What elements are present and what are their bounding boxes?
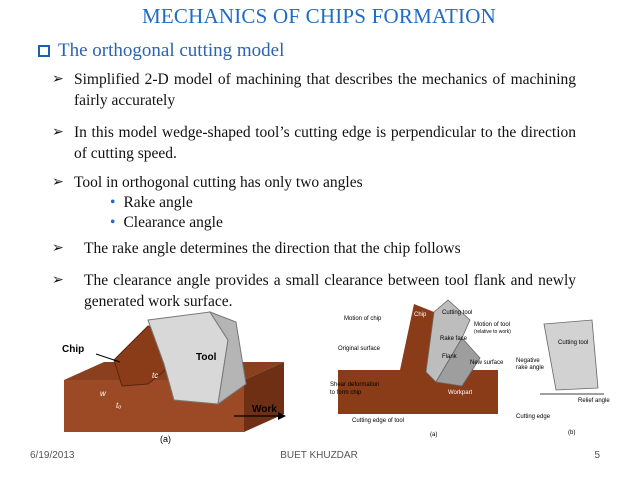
footer-center: BUET KHUZDAR <box>280 450 358 461</box>
cutting-tool-label: Cutting tool <box>442 310 473 316</box>
subheading <box>38 40 284 62</box>
relief-angle-label: Relief angle <box>578 398 610 404</box>
caption-a-label: (a) <box>430 432 438 438</box>
cutting-edge-label: Cutting edge <box>516 414 551 420</box>
tool-angle-shape <box>544 320 598 390</box>
motion-of-chip-label: Motion of chip <box>344 316 382 322</box>
bullet-3: Tool in orthogonal cutting has only two angles <box>74 174 363 191</box>
subheading-text: The orthogonal cutting model <box>58 40 285 61</box>
to-form-chip-label: to form chip <box>330 390 362 396</box>
dot-bullet-icon: • <box>110 194 116 211</box>
bullet-1: Simplified 2-D model of machining that describes the mechanics of machining fairly accurately <box>74 71 576 109</box>
flank-label: Flank <box>442 354 457 360</box>
chip-label: Chip <box>62 344 85 355</box>
bullet-5: The clearance angle provides a small clearance between tool flank and newly generated work surface. <box>84 272 576 310</box>
chip-label: Chip <box>414 312 427 318</box>
sub-bullet-clearance <box>110 212 223 233</box>
work-label: Work <box>252 404 277 415</box>
to-label: tₒ <box>116 401 122 410</box>
dot-bullet-icon: • <box>110 214 116 231</box>
arrow-bullet-icon: ➢ <box>52 241 64 256</box>
tool-label: Tool <box>196 352 217 363</box>
slide-title: MECHANICS OF CHIPS FORMATION <box>142 4 496 28</box>
caption-a: (a) <box>160 434 171 444</box>
tc-label: tᴄ <box>152 371 159 380</box>
motion-of-tool-label: Motion of tool <box>474 322 511 328</box>
w-label: w <box>100 389 106 398</box>
page-number: 5 <box>594 450 600 461</box>
shear-deformation-label: Shear deformation <box>330 382 380 388</box>
caption-b-label: (b) <box>568 430 576 436</box>
relative-to-work-label: (relative to work) <box>474 329 511 335</box>
chip-formation-figure <box>330 298 610 444</box>
rake-face-label: Rake face <box>440 336 468 342</box>
original-surface-label: Original surface <box>338 346 381 352</box>
arrow-bullet-icon: ➢ <box>52 125 64 140</box>
cutting-tool-b-label: Cutting tool <box>558 340 589 346</box>
rake-angle-label: rake angle <box>516 365 545 371</box>
footer-date: 6/19/2013 <box>30 450 75 461</box>
bullet-4: The rake angle determines the direction that the chip follows <box>84 240 461 257</box>
orthogonal-cutting-figure-a <box>56 304 300 446</box>
arrow-bullet-icon: ➢ <box>52 175 64 190</box>
cutting-edge-of-tool-label: Cutting edge of tool <box>352 418 405 424</box>
workpart-label: Workpart <box>448 390 473 396</box>
bullet-2: In this model wedge-shaped tool’s cutting edge is perpendicular to the direction of cutting speed. <box>74 124 576 162</box>
negative-label: Negative <box>516 358 540 364</box>
arrow-bullet-icon: ➢ <box>52 72 64 87</box>
sub-bullet-rake <box>110 192 193 213</box>
workpart-block <box>338 370 498 414</box>
new-surface-label: New surface <box>470 360 504 366</box>
sub-bullet-text: Clearance angle <box>123 214 223 231</box>
sub-bullet-text: Rake angle <box>123 194 193 211</box>
arrow-bullet-icon: ➢ <box>52 273 64 288</box>
checkbox-bullet-icon <box>38 45 50 57</box>
